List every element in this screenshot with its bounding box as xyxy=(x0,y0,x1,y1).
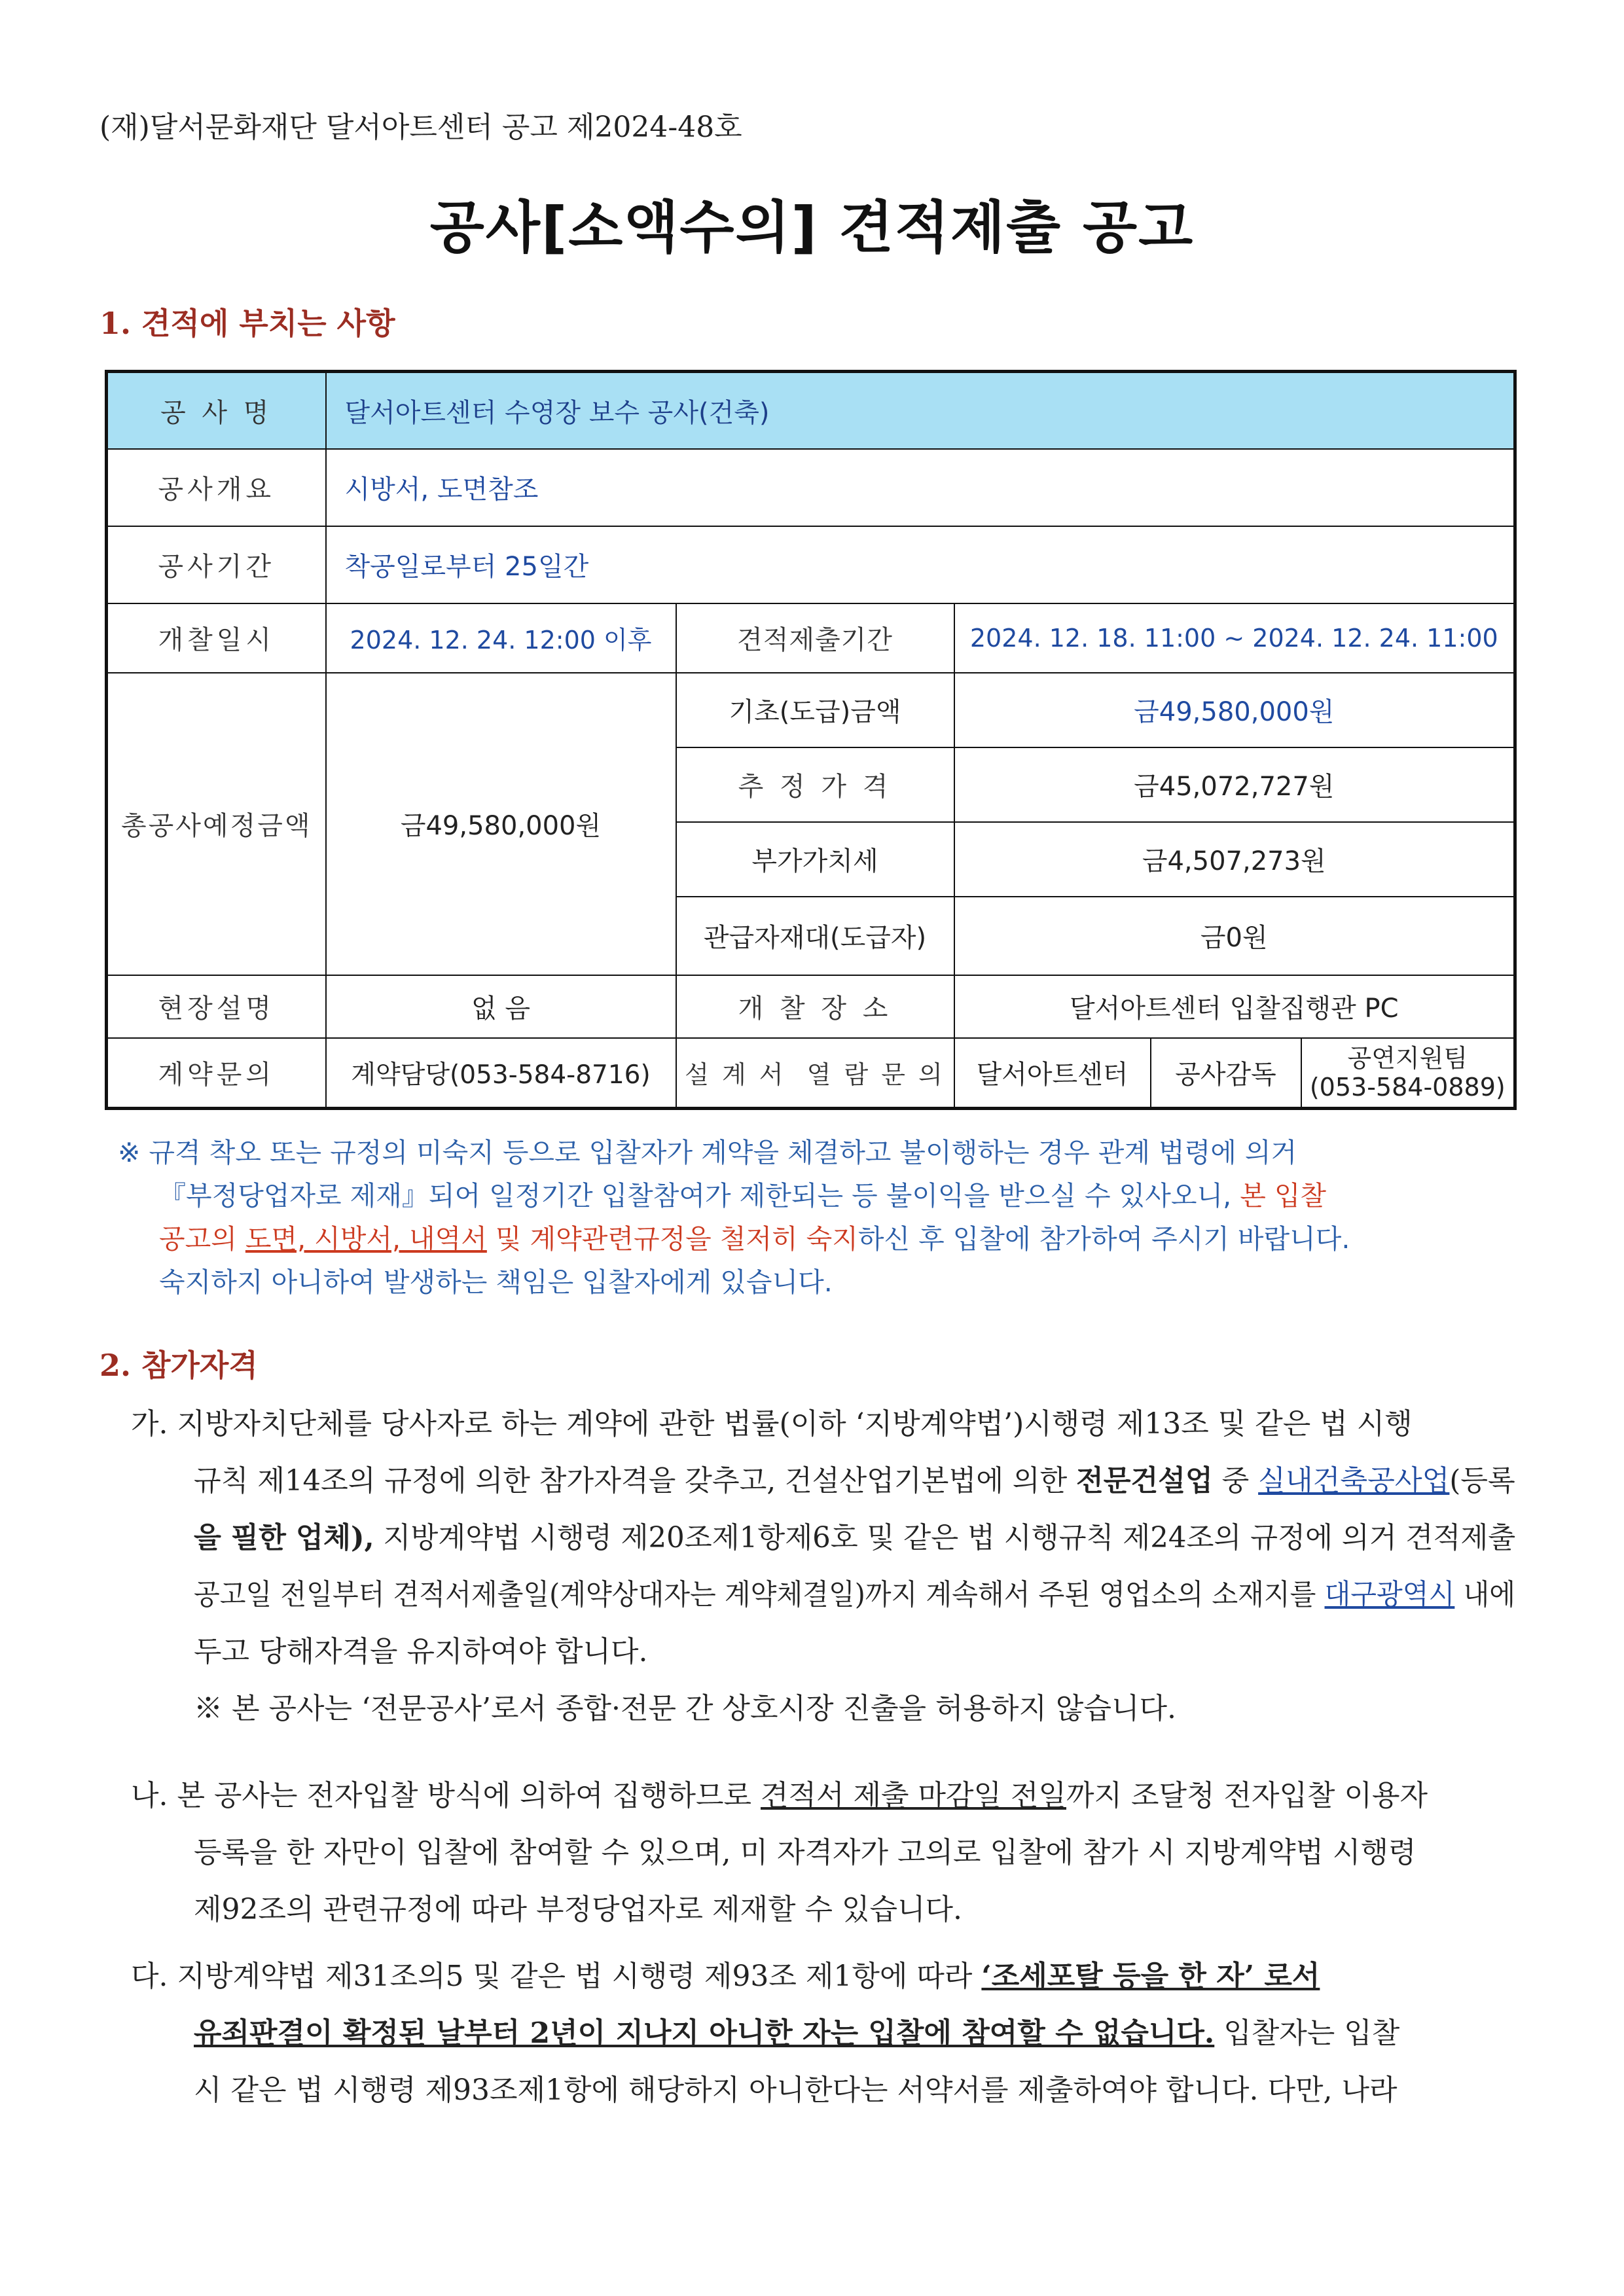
caution-docs-underlined: 도면, 시방서, 내역서 xyxy=(245,1223,487,1255)
item-na-line-1 xyxy=(131,1767,1515,1824)
item-da-line-3: 시 같은 법 시행령 제93조제1항에 해당하지 아니한다는 서약서를 제출하여야 합니다. 다만, 나라 xyxy=(194,2073,1398,2107)
ga-text-4: 내에 xyxy=(1463,1578,1515,1611)
da-conviction-bold: 유죄판결이 확정된 날부터 2년이 지나지 아니한 자는 입찰에 참여할 수 없습니다. xyxy=(194,2017,1215,2050)
item-ga-line-5: 두고 당해자격을 유지하여야 합니다. xyxy=(194,1635,648,1668)
ga-text-reg: (등록 xyxy=(1449,1464,1515,1498)
document-title: 공사[소액수의] 견적제출 공고 xyxy=(429,195,1195,260)
item-na xyxy=(131,1767,1515,1938)
design-inquiry-team: 공연지원팀 xyxy=(1347,1043,1468,1073)
opening-date-value: 2024. 12. 24. 12:00 이후 xyxy=(326,603,676,673)
ga-text-jung: 중 xyxy=(1221,1464,1250,1498)
period-label: 공사기간 xyxy=(107,526,326,603)
project-name-value: 달서아트센터 수영장 보수 공사(건축) xyxy=(326,372,1515,449)
notice-number: (재)달서문화재단 달서아트센터 공고 제2024-48호 xyxy=(99,111,742,144)
da-text: 다. 지방계약법 제31조의5 및 같은 법 시행령 제93조 제1항에 따라 xyxy=(131,1960,973,1993)
total-amount-value: 금49,580,000원 xyxy=(326,673,676,975)
item-da-line-2 xyxy=(131,2005,1515,2062)
item-na-line-2: 등록을 한 자만이 입찰에 참여할 수 있으며, 미 자격자가 고의로 입찰에 참가 시 지방계약법 시행령 xyxy=(194,1836,1416,1869)
vat-value: 금4,507,273원 xyxy=(954,822,1515,897)
item-ga xyxy=(131,1395,1515,1737)
item-ga-line-4 xyxy=(131,1566,1515,1623)
design-inquiry-phone: (053-584-0889) xyxy=(1309,1072,1506,1102)
total-amount-label: 총공사예정금액 xyxy=(107,673,326,975)
estimated-price-label: 추 정 가 격 xyxy=(676,747,954,822)
overview-label: 공사개요 xyxy=(107,449,326,526)
item-na-line-3: 제92조의 관련규정에 따라 부정당업자로 제재할 수 있습니다. xyxy=(194,1893,962,1926)
item-ga-line-2 xyxy=(131,1452,1515,1509)
bid-info-table xyxy=(105,370,1517,1110)
site-briefing-value: 없 음 xyxy=(326,975,676,1038)
submission-period-label: 견적제출기간 xyxy=(676,603,954,673)
vat-label: 부가가치세 xyxy=(676,822,954,897)
item-ga-line-1: 가. 지방자치단체를 당사자로 하는 계약에 관한 법률(이하 ‘지방계약법’)시행령 제13조 및 같은 법 시행 xyxy=(131,1407,1413,1441)
opening-venue-label: 개 찰 장 소 xyxy=(676,975,954,1038)
ga-text-2: 지방계약법 시행령 제20조제1항제6호 및 같은 법 시행규칙 제24조의 규정에 의거 견적제출 xyxy=(383,1521,1516,1554)
design-inquiry-dept: 공사감독 xyxy=(1151,1038,1301,1109)
caution-line-3-red-a: 공고의 xyxy=(159,1223,237,1255)
item-da xyxy=(131,1948,1515,2119)
design-inquiry-org: 달서아트센터 xyxy=(954,1038,1151,1109)
na-text: 나. 본 공사는 전자입찰 방식에 의하여 집행하므로 xyxy=(131,1779,751,1812)
ga-text: 규칙 제14조의 규정에 의한 참가자격을 갖추고, 건설산업기본법에 의한 xyxy=(194,1464,1068,1498)
project-name-label: 공 사 명 xyxy=(107,372,326,449)
material-cost-value: 금0원 xyxy=(954,897,1515,975)
caution-line-2 xyxy=(118,1174,1519,1217)
da-text-2: 입찰자는 입찰 xyxy=(1223,2017,1400,2050)
section-1-heading: 1. 견적에 부치는 사항 xyxy=(99,306,395,341)
ga-text-3: 공고일 전일부터 견적서제출일(계약상대자는 계약체결일)까지 계속해서 주된 영업소의 소재지를 xyxy=(194,1578,1316,1611)
ga-bold: 을 필한 업체), xyxy=(194,1521,374,1554)
caution-line-1: ※ 규격 착오 또는 규정의 미숙지 등으로 입찰자가 계약을 체결하고 불이행하는 경우 관계 법령에 의거 xyxy=(118,1137,1297,1168)
opening-venue-value: 달서아트센터 입찰집행관 PC xyxy=(954,975,1515,1038)
caution-line-3-red-b: 및 계약관련규정을 철저히 숙지 xyxy=(495,1223,858,1255)
item-da-line-1 xyxy=(131,1948,1515,2005)
material-cost-label: 관급자재대(도급자) xyxy=(676,897,954,975)
site-briefing-label: 현장설명 xyxy=(107,975,326,1038)
section-2-heading: 2. 참가자격 xyxy=(99,1348,258,1383)
estimated-price-value: 금45,072,727원 xyxy=(954,747,1515,822)
da-tax-evasion-bold: ‘조세포탈 등을 한 자’ 로서 xyxy=(981,1960,1320,1993)
ga-interior-link: 실내건축공사업 xyxy=(1258,1464,1450,1498)
caution-line-3-text: 하신 후 입찰에 참가하여 주시기 바랍니다. xyxy=(857,1223,1350,1255)
design-inquiry-contact xyxy=(1301,1038,1515,1109)
caution-line-2-text: 『부정당업자로 제재』되어 일정기간 입찰참여가 제한되는 등 불이익을 받으실 수 있사오니, xyxy=(159,1180,1232,1211)
caution-line-3 xyxy=(118,1217,1519,1261)
period-value: 착공일로부터 25일간 xyxy=(326,526,1515,603)
overview-value: 시방서, 도면참조 xyxy=(326,449,1515,526)
item-ga-line-3 xyxy=(131,1509,1515,1566)
contract-inquiry-value: 계약담당(053-584-8716) xyxy=(326,1038,676,1109)
submission-period-value: 2024. 12. 18. 11:00 ~ 2024. 12. 24. 11:00 xyxy=(954,603,1515,673)
contract-inquiry-label: 계약문의 xyxy=(107,1038,326,1109)
ga-specialty-bold: 전문건설업 xyxy=(1075,1464,1213,1498)
caution-line-2-red: 본 입찰 xyxy=(1240,1180,1327,1211)
na-text-2: 까지 조달청 전자입찰 이용자 xyxy=(1066,1779,1428,1812)
na-deadline-underlined: 견적서 제출 마감일 전일 xyxy=(760,1779,1066,1812)
caution-line-4: 숙지하지 아니하여 발생하는 책임은 입찰자에게 있습니다. xyxy=(159,1266,833,1298)
ga-region-link: 대구광역시 xyxy=(1324,1578,1455,1611)
base-amount-value: 금49,580,000원 xyxy=(954,673,1515,747)
base-amount-label: 기초(도급)금액 xyxy=(676,673,954,747)
item-ga-note: ※ 본 공사는 ‘전문공사’로서 종합·전문 간 상호시장 진출을 허용하지 않습니다. xyxy=(194,1692,1176,1725)
design-inquiry-label: 설 계 서 열 람 문 의 xyxy=(676,1038,954,1109)
opening-date-label: 개찰일시 xyxy=(107,603,326,673)
caution-notice xyxy=(118,1131,1519,1304)
